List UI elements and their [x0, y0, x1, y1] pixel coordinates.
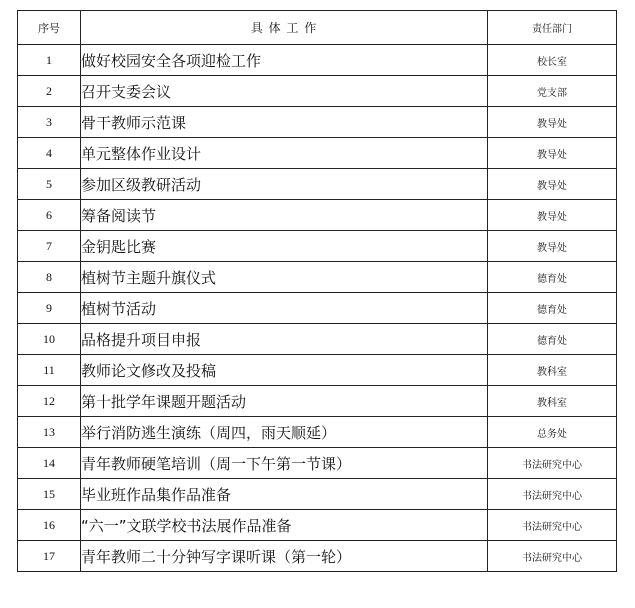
row-department: 书法研究中心	[488, 541, 617, 572]
row-serial-number: 1	[18, 45, 81, 76]
row-department: 教导处	[488, 200, 617, 231]
row-serial-number: 3	[18, 107, 81, 138]
table-header-row	[18, 11, 617, 45]
row-work-item: 毕业班作品集作品准备	[81, 479, 488, 510]
table-row	[18, 200, 617, 231]
row-work-item: 参加区级教研活动	[81, 169, 488, 200]
row-department: 教导处	[488, 169, 617, 200]
table-row	[18, 231, 617, 262]
row-department: 德育处	[488, 324, 617, 355]
row-department: 教导处	[488, 231, 617, 262]
row-serial-number: 5	[18, 169, 81, 200]
row-work-item: 金钥匙比赛	[81, 231, 488, 262]
row-serial-number: 15	[18, 479, 81, 510]
row-serial-number: 17	[18, 541, 81, 572]
row-work-item: 第十批学年课题开题活动	[81, 386, 488, 417]
row-department: 党支部	[488, 76, 617, 107]
row-serial-number: 6	[18, 200, 81, 231]
row-serial-number: 2	[18, 76, 81, 107]
table-row	[18, 324, 617, 355]
row-serial-number: 10	[18, 324, 81, 355]
row-work-item: 举行消防逃生演练（周四，雨天顺延）	[81, 417, 488, 448]
row-department: 教科室	[488, 386, 617, 417]
row-department: 教导处	[488, 138, 617, 169]
row-department: 教导处	[488, 107, 617, 138]
row-work-item: 青年教师硬笔培训（周一下午第一节课）	[81, 448, 488, 479]
row-department: 书法研究中心	[488, 448, 617, 479]
header-responsible-department: 责任部门	[488, 11, 617, 45]
header-specific-work: 具 体 工 作	[81, 11, 488, 45]
row-serial-number: 7	[18, 231, 81, 262]
table-row	[18, 386, 617, 417]
row-work-item: 植树节主题升旗仪式	[81, 262, 488, 293]
row-serial-number: 9	[18, 293, 81, 324]
row-department: 德育处	[488, 293, 617, 324]
row-work-item: 筹备阅读节	[81, 200, 488, 231]
row-work-item: 青年教师二十分钟写字课听课（第一轮）	[81, 541, 488, 572]
row-department: 总务处	[488, 417, 617, 448]
row-serial-number: 16	[18, 510, 81, 541]
row-serial-number: 13	[18, 417, 81, 448]
row-department: 书法研究中心	[488, 510, 617, 541]
row-work-item: 单元整体作业设计	[81, 138, 488, 169]
row-work-item: 骨干教师示范课	[81, 107, 488, 138]
table-row	[18, 138, 617, 169]
row-department: 书法研究中心	[488, 479, 617, 510]
row-serial-number: 8	[18, 262, 81, 293]
work-schedule-table	[17, 10, 617, 572]
row-department: 教科室	[488, 355, 617, 386]
row-department: 德育处	[488, 262, 617, 293]
table-row	[18, 293, 617, 324]
table-row	[18, 169, 617, 200]
table-row	[18, 417, 617, 448]
row-serial-number: 4	[18, 138, 81, 169]
header-serial-number: 序号	[18, 11, 81, 45]
row-work-item: 做好校园安全各项迎检工作	[81, 45, 488, 76]
row-serial-number: 12	[18, 386, 81, 417]
row-department: 校长室	[488, 45, 617, 76]
table-row	[18, 355, 617, 386]
row-work-item: 召开支委会议	[81, 76, 488, 107]
row-work-item: 品格提升项目申报	[81, 324, 488, 355]
row-work-item: “六一”文联学校书法展作品准备	[81, 510, 488, 541]
row-work-item: 植树节活动	[81, 293, 488, 324]
table-row	[18, 510, 617, 541]
table-row	[18, 76, 617, 107]
table-body	[18, 45, 617, 572]
table-row	[18, 541, 617, 572]
table-row	[18, 479, 617, 510]
row-serial-number: 11	[18, 355, 81, 386]
table-row	[18, 45, 617, 76]
row-serial-number: 14	[18, 448, 81, 479]
table-row	[18, 448, 617, 479]
row-work-item: 教师论文修改及投稿	[81, 355, 488, 386]
table-row	[18, 107, 617, 138]
table-row	[18, 262, 617, 293]
